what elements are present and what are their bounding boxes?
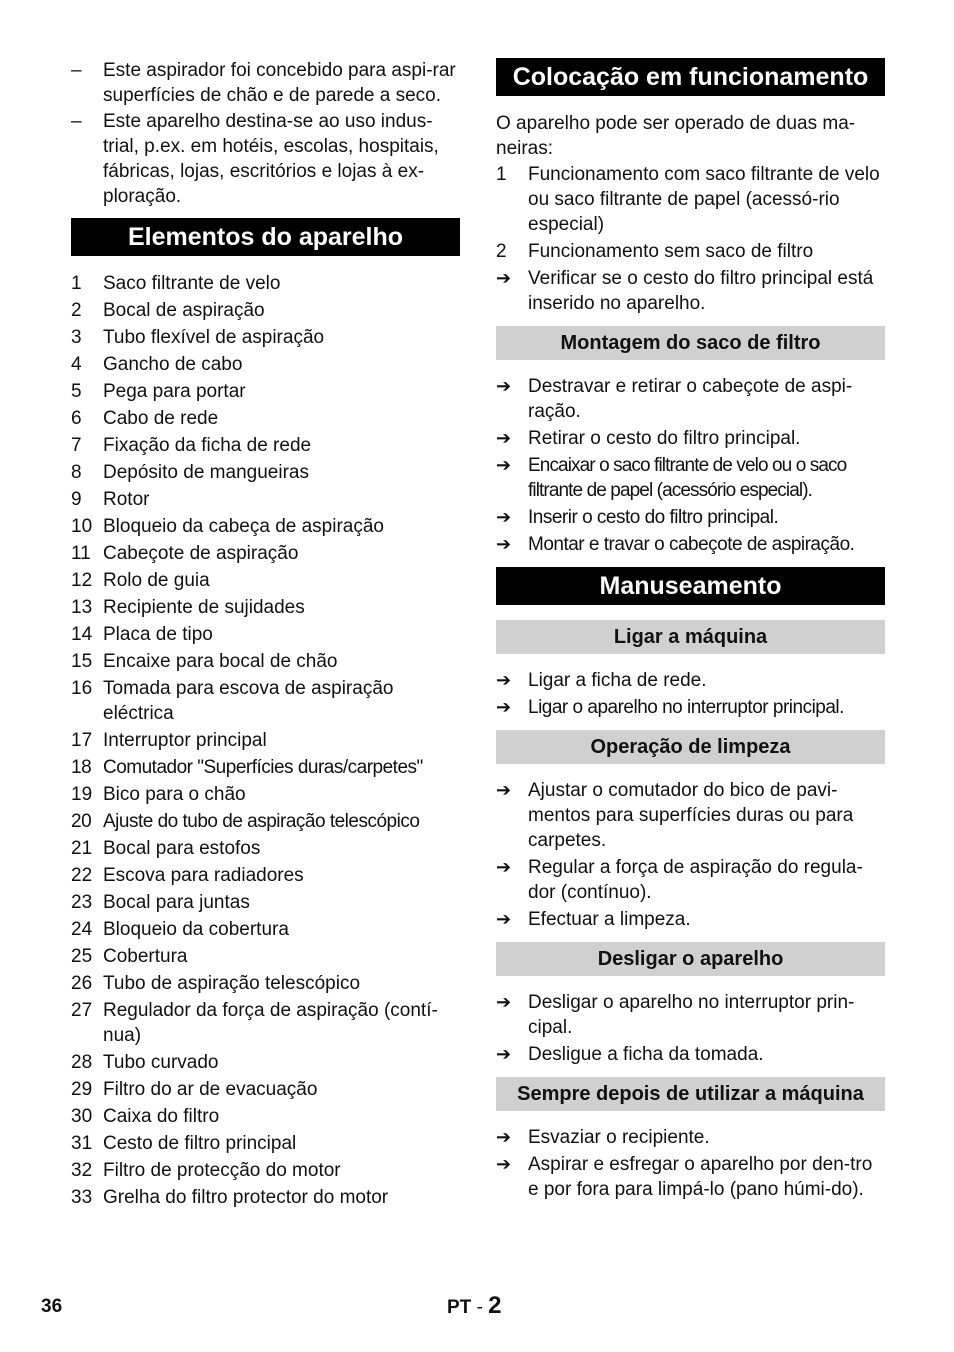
- arrow-icon: ➔: [496, 697, 511, 717]
- list-item: [71, 298, 460, 323]
- list-item: [496, 990, 885, 1040]
- item-number: 15: [71, 651, 93, 672]
- list-item: [71, 487, 460, 512]
- item-text: Ajustar o comutador do bico de pavi-mentos para superfícies duras ou para carpetes.: [528, 780, 854, 851]
- list-item: [71, 917, 460, 942]
- heading-operacao: Operação de limpeza: [496, 730, 885, 764]
- list-item: [496, 1125, 885, 1150]
- list-item: [496, 1152, 885, 1202]
- item-text: Aspirar e esfregar o aparelho por den-tro e por fora para limpá-lo (pano húmi-do).: [528, 1154, 873, 1200]
- heading-colocacao: Colocação em funcionamento: [496, 58, 885, 96]
- item-number: 23: [71, 892, 93, 913]
- list-item: [496, 239, 885, 264]
- item-text: Grelha do filtro protector do motor: [103, 1187, 389, 1208]
- item-text: Bocal de aspiração: [103, 300, 265, 321]
- heading-elementos: Elementos do aparelho: [71, 218, 460, 256]
- item-text: Saco filtrante de velo: [103, 273, 281, 294]
- dash-marker: –: [71, 111, 82, 132]
- arrow-icon: ➔: [496, 507, 511, 527]
- list-item: [71, 58, 460, 108]
- item-text: Ligar o aparelho no interruptor principal.: [528, 697, 844, 718]
- left-column: [71, 58, 460, 1212]
- item-text: Tubo flexível de aspiração: [103, 327, 325, 348]
- arrow-icon: ➔: [496, 455, 511, 475]
- item-number: 5: [71, 381, 82, 402]
- item-text: Desligue a ficha da tomada.: [528, 1044, 764, 1065]
- list-item: [71, 325, 460, 350]
- item-text: Tubo curvado: [103, 1052, 219, 1073]
- list-item-text: Este aparelho destina-se ao uso indus-trial, p.ex. em hotéis, escolas, hospitais, fábricas, lojas, escritórios e lojas à ex-ploração.: [103, 111, 439, 207]
- item-text: Tomada para escova de aspiração eléctrica: [103, 678, 394, 724]
- list-item: [71, 1050, 460, 1075]
- item-text: Ajuste do tubo de aspiração telescópico: [103, 811, 420, 832]
- item-text: Verificar se o cesto do filtro principal está inserido no aparelho.: [528, 268, 874, 314]
- list-item: [496, 162, 885, 237]
- list-item: [496, 532, 885, 557]
- list-item: [496, 778, 885, 853]
- right-column: [496, 58, 885, 1204]
- item-number: 6: [71, 408, 82, 429]
- list-item: [496, 426, 885, 451]
- list-item: [496, 907, 885, 932]
- list-item: [71, 433, 460, 458]
- item-text: Cobertura: [103, 946, 188, 967]
- list-item: [496, 695, 885, 720]
- item-text: Destravar e retirar o cabeçote de aspi-ração.: [528, 376, 853, 422]
- item-text: Filtro de protecção do motor: [103, 1160, 341, 1181]
- item-text: Funcionamento com saco filtrante de velo ou saco filtrante de papel (acessó-rio especial): [528, 164, 880, 235]
- list-item: [71, 109, 460, 209]
- item-text: Retirar o cesto do filtro principal.: [528, 428, 801, 449]
- list-item: [71, 568, 460, 593]
- item-number: 24: [71, 919, 93, 940]
- item-text: Funcionamento sem saco de filtro: [528, 241, 814, 262]
- item-number: 20: [71, 811, 92, 832]
- item-text: Esvaziar o recipiente.: [528, 1127, 710, 1148]
- list-item: [496, 266, 885, 316]
- list-item: [71, 809, 460, 834]
- colocacao-intro: O aparelho pode ser operado de duas ma-neiras:: [496, 113, 856, 159]
- list-item: [71, 271, 460, 296]
- item-text: Escova para radiadores: [103, 865, 304, 886]
- list-item: [71, 595, 460, 620]
- item-text: Gancho de cabo: [103, 354, 243, 375]
- item-text: Bico para o chão: [103, 784, 246, 805]
- heading-sempre: Sempre depois de utilizar a máquina: [496, 1077, 885, 1111]
- item-text: Encaixar o saco filtrante de velo ou o saco filtrante de papel (acessório especial).: [528, 455, 847, 501]
- list-item: [496, 453, 885, 503]
- item-number: 26: [71, 973, 93, 994]
- list-item: [71, 998, 460, 1048]
- elements-list: [71, 271, 460, 1210]
- item-number: 1: [496, 164, 507, 185]
- heading-ligar: Ligar a máquina: [496, 620, 885, 654]
- arrow-icon: ➔: [496, 780, 512, 800]
- list-item: [71, 1077, 460, 1102]
- item-text: Bocal para juntas: [103, 892, 250, 913]
- list-item: [71, 406, 460, 431]
- item-number: 2: [71, 300, 82, 321]
- item-number: 14: [71, 624, 93, 645]
- item-text: Inserir o cesto do filtro principal.: [528, 507, 779, 528]
- arrow-icon: ➔: [496, 909, 512, 929]
- list-item: [71, 782, 460, 807]
- item-text: Cabo de rede: [103, 408, 219, 429]
- item-text: Rotor: [103, 489, 150, 510]
- arrow-icon: ➔: [496, 1127, 512, 1147]
- arrow-icon: ➔: [496, 992, 512, 1012]
- item-text: Bloqueio da cabeça de aspiração: [103, 516, 384, 537]
- item-number: 3: [71, 327, 82, 348]
- item-text: Depósito de mangueiras: [103, 462, 309, 483]
- list-item: [71, 755, 460, 780]
- item-text: Caixa do filtro: [103, 1106, 220, 1127]
- section-page-number: 2: [488, 1292, 502, 1319]
- separator: -: [476, 1297, 483, 1318]
- list-item: [71, 1131, 460, 1156]
- page-number: 36: [41, 1296, 63, 1317]
- arrow-icon: ➔: [496, 376, 512, 396]
- item-text: Montar e travar o cabeçote de aspiração.: [528, 534, 855, 555]
- list-item-text: Este aspirador foi concebido para aspi-rar superfícies de chão e de parede a seco.: [103, 60, 456, 106]
- list-item: [71, 649, 460, 674]
- item-text: Bocal para estofos: [103, 838, 261, 859]
- language-code: PT: [447, 1297, 472, 1318]
- item-text: Filtro do ar de evacuação: [103, 1079, 318, 1100]
- intro-list: [71, 58, 460, 209]
- item-number: 9: [71, 489, 82, 510]
- item-number: 32: [71, 1160, 93, 1181]
- item-number: 33: [71, 1187, 93, 1208]
- list-item: [496, 668, 885, 693]
- item-text: Cesto de filtro principal: [103, 1133, 297, 1154]
- list-item: [496, 505, 885, 530]
- item-text: Regulador da força de aspiração (contí-nua): [103, 1000, 438, 1046]
- arrow-icon: ➔: [496, 670, 512, 690]
- item-text: Tubo de aspiração telescópico: [103, 973, 361, 994]
- list-item: [71, 890, 460, 915]
- item-number: 28: [71, 1052, 93, 1073]
- list-item: [71, 541, 460, 566]
- item-number: 21: [71, 838, 93, 859]
- arrow-icon: ➔: [496, 428, 512, 448]
- list-item: [71, 1104, 460, 1129]
- item-number: 18: [71, 757, 92, 778]
- item-number: 30: [71, 1106, 93, 1127]
- item-number: 12: [71, 570, 93, 591]
- item-number: 8: [71, 462, 82, 483]
- arrow-icon: ➔: [496, 1154, 512, 1174]
- heading-desligar: Desligar o aparelho: [496, 942, 885, 976]
- list-item: [71, 1185, 460, 1210]
- item-text: Fixação da ficha de rede: [103, 435, 312, 456]
- list-item: [71, 379, 460, 404]
- arrow-icon: ➔: [496, 534, 511, 554]
- dash-marker: –: [71, 60, 82, 81]
- item-number: 4: [71, 354, 82, 375]
- item-number: 2: [496, 241, 507, 262]
- item-text: Ligar a ficha de rede.: [528, 670, 707, 691]
- list-item: [71, 514, 460, 539]
- arrow-icon: ➔: [496, 857, 512, 877]
- item-number: 16: [71, 678, 93, 699]
- item-text: Regular a força de aspiração do regula-dor (contínuo).: [528, 857, 863, 903]
- item-text: Desligar o aparelho no interruptor prin-cipal.: [528, 992, 855, 1038]
- item-number: 17: [71, 730, 93, 751]
- item-number: 25: [71, 946, 93, 967]
- list-item: [71, 1158, 460, 1183]
- item-text: Efectuar a limpeza.: [528, 909, 691, 930]
- arrow-icon: ➔: [496, 1044, 512, 1064]
- item-number: 10: [71, 516, 93, 537]
- item-text: Placa de tipo: [103, 624, 213, 645]
- item-text: Recipiente de sujidades: [103, 597, 305, 618]
- item-text: Rolo de guia: [103, 570, 210, 591]
- heading-montagem: Montagem do saco de filtro: [496, 326, 885, 360]
- item-number: 29: [71, 1079, 93, 1100]
- list-item: [496, 1042, 885, 1067]
- item-number: 19: [71, 784, 93, 805]
- list-item: [71, 676, 460, 726]
- section-page-label: [447, 1292, 502, 1320]
- item-number: 1: [71, 273, 82, 294]
- item-text: Comutador "Superfícies duras/carpetes": [103, 757, 423, 778]
- list-item: [71, 944, 460, 969]
- list-item: [71, 622, 460, 647]
- heading-manuseamento: Manuseamento: [496, 567, 885, 605]
- item-text: Cabeçote de aspiração: [103, 543, 299, 564]
- list-item: [71, 836, 460, 861]
- list-item: [71, 352, 460, 377]
- list-item: [71, 971, 460, 996]
- item-number: 31: [71, 1133, 93, 1154]
- item-text: Bloqueio da cobertura: [103, 919, 289, 940]
- list-item: [496, 374, 885, 424]
- item-number: 22: [71, 865, 93, 886]
- arrow-icon: ➔: [496, 268, 512, 288]
- item-number: 7: [71, 435, 82, 456]
- list-item: [71, 460, 460, 485]
- item-text: Interruptor principal: [103, 730, 267, 751]
- list-item: [71, 863, 460, 888]
- item-text: Encaixe para bocal de chão: [103, 651, 338, 672]
- item-number: 11: [71, 543, 91, 564]
- item-number: 13: [71, 597, 93, 618]
- list-item: [496, 855, 885, 905]
- item-number: 27: [71, 1000, 93, 1021]
- item-text: Pega para portar: [103, 381, 246, 402]
- list-item: [71, 728, 460, 753]
